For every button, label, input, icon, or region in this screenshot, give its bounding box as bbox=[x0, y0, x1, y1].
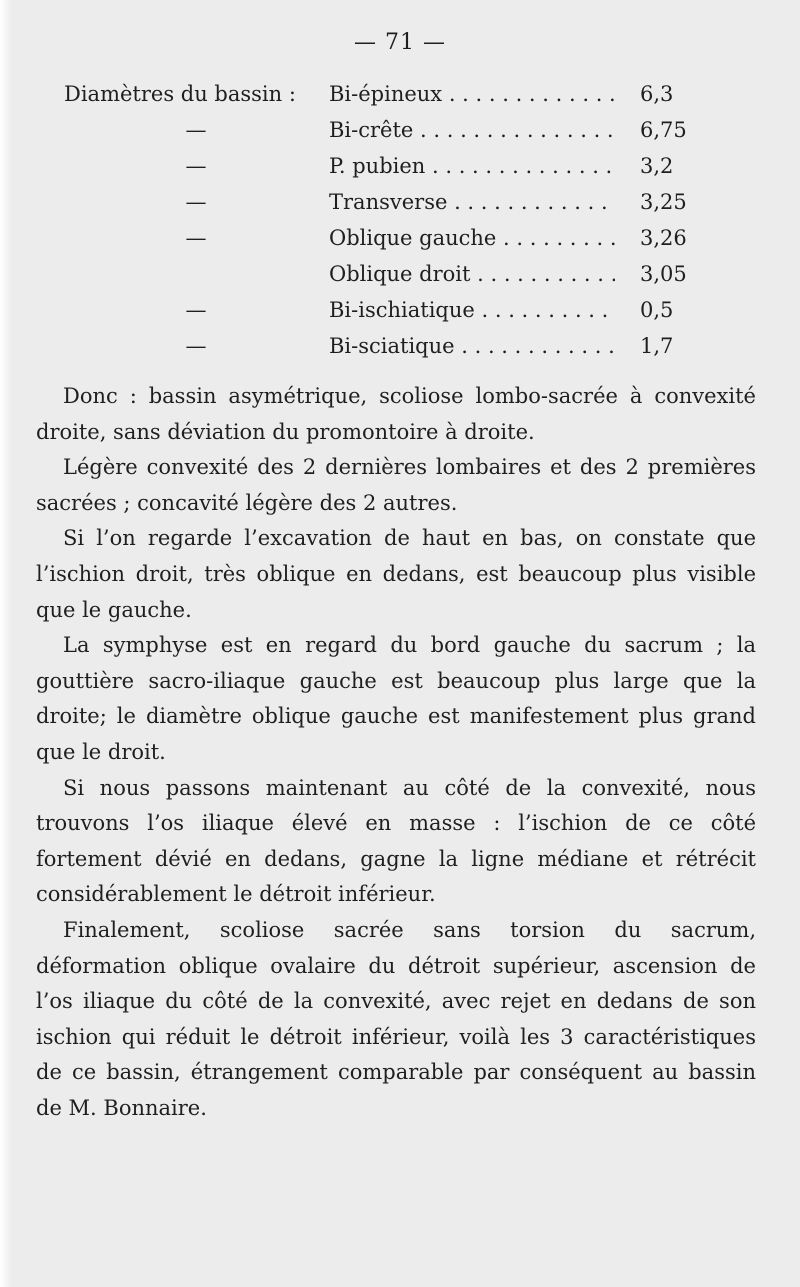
measure-row bbox=[0, 184, 800, 220]
measure-name: Bi-sciatique . . . bbox=[329, 328, 615, 364]
measure-row bbox=[0, 220, 800, 256]
measure-row bbox=[0, 328, 800, 364]
measure-value: 3,26 bbox=[640, 226, 687, 250]
ditto-dash: — bbox=[185, 334, 207, 358]
paragraph: Si nous passons maintenant au côté de la convexité, nous trouvons l’os iliaque élevé en masse : l’ischion de ce côté fortement dévié en dedans, gagne la ligne médiane et rétrécit considérablement le détroit inférieur. bbox=[36, 775, 756, 907]
page-number: — 71 — bbox=[354, 30, 446, 55]
pelvis-diameters-table bbox=[0, 76, 800, 364]
measure-value: 1,7 bbox=[640, 334, 674, 358]
paragraph: Légère convexité des 2 dernières lombaires et des 2 premières sacrées ; concavité légère des 2 autres. bbox=[36, 455, 756, 515]
paragraph: Finalement, scoliose sacrée sans torsion du sacrum, déformation oblique ovalaire du détroit supérieur, ascension de l’os iliaque du côté de la convexité, avec rejet en dedans de son ischion qui réduit le détroit inférieur, voilà les 3 caractéristiques de ce bassin, étrangement comparable par conséquent au bassin de M. Bonnaire. bbox=[36, 917, 756, 1120]
paragraph: Donc : bassin asymétrique, scoliose lombo-sacrée à convexité droite, sans déviation du promontoire à droite. bbox=[36, 384, 756, 444]
ditto-dash: — bbox=[185, 154, 207, 178]
measure-name: Oblique gauche . . . bbox=[329, 220, 615, 256]
ditto-dash: — bbox=[185, 226, 207, 250]
measure-value: 3,2 bbox=[640, 154, 674, 178]
measure-row bbox=[0, 148, 800, 184]
body-text bbox=[36, 379, 756, 1126]
paragraph: La symphyse est en regard du bord gauche du sacrum ; la gouttière sacro-iliaque gauche est beaucoup plus large que la droite; le diamètre oblique gauche est manifestement plus grand que le droit. bbox=[36, 633, 756, 764]
measure-name: Bi-crête . . . bbox=[329, 112, 615, 148]
ditto-dash: — bbox=[185, 190, 207, 214]
measure-value: 0,5 bbox=[640, 298, 674, 322]
measure-row bbox=[0, 76, 800, 112]
measure-row bbox=[0, 256, 800, 292]
measure-value: 6,75 bbox=[640, 118, 687, 142]
measure-row bbox=[0, 292, 800, 328]
measure-value: 3,25 bbox=[640, 190, 687, 214]
ditto-dash: — bbox=[185, 298, 207, 322]
paragraph: Si l’on regarde l’excavation de haut en bas, on constate que l’ischion droit, très oblique en dedans, est beaucoup plus visible que le gauche. bbox=[36, 526, 756, 622]
measure-value: 6,3 bbox=[640, 82, 674, 106]
measure-name: Bi-ischiatique . . . bbox=[329, 292, 615, 328]
measures-label: Diamètres du bassin : bbox=[64, 82, 296, 106]
ditto-dash: — bbox=[185, 118, 207, 142]
measure-name: P. pubien . . . bbox=[329, 148, 615, 184]
measure-name: Bi-épineux . . . bbox=[329, 76, 615, 112]
measure-value: 3,05 bbox=[640, 262, 687, 286]
measure-row bbox=[0, 112, 800, 148]
measure-name: Transverse . . . bbox=[329, 184, 615, 220]
measure-name: Oblique droit . . . bbox=[329, 256, 615, 292]
